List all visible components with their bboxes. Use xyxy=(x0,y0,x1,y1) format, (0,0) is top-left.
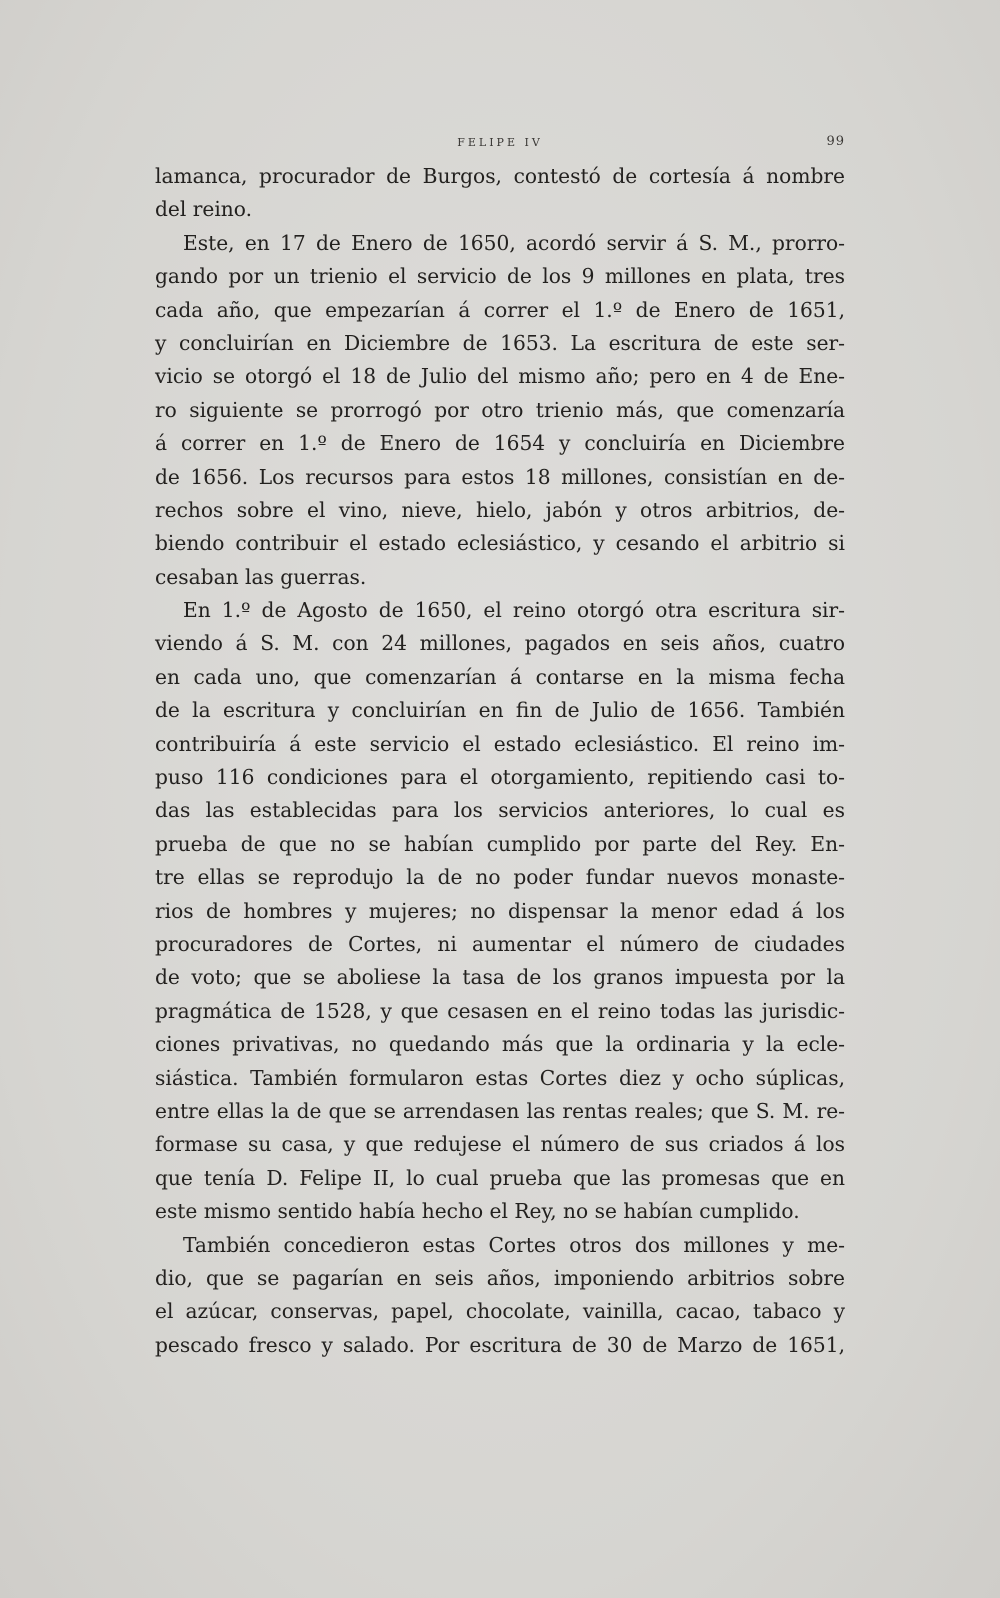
text-line: cesaban las guerras. xyxy=(155,564,367,589)
text-line: pragmática de 1528, y que cesasen en el reino todas las jurisdic- xyxy=(155,998,845,1023)
text-line: gando por un trienio el servicio de los 9 millones en plata, tres xyxy=(155,264,845,289)
text-line: á correr en 1.º de Enero de 1654 y concluiría en Diciembre xyxy=(155,431,845,456)
text-line: de 1656. Los recursos para estos 18 millones, consistían en de- xyxy=(155,464,845,489)
body-text xyxy=(155,160,845,1362)
text-line: rios de hombres y mujeres; no dispensar la menor edad á los xyxy=(155,898,845,923)
text-line: en cada uno, que comenzarían á contarse en la misma fecha xyxy=(155,664,845,689)
text-line: rechos sobre el vino, nieve, hielo, jabón y otros arbitrios, de- xyxy=(155,497,845,522)
text-line: das las establecidas para los servicios anteriores, lo cual es xyxy=(155,798,845,823)
text-line: este mismo sentido había hecho el Rey, no se habían cumplido. xyxy=(155,1199,800,1224)
text-line: vicio se otorgó el 18 de Julio del mismo año; pero en 4 de Ene- xyxy=(155,364,845,389)
running-title: FELIPE IV xyxy=(457,136,543,149)
text-line: que tenía D. Felipe II, lo cual prueba que las promesas que en xyxy=(155,1165,845,1190)
text-line: procuradores de Cortes, ni aumentar el número de ciudades xyxy=(155,931,845,956)
text-line: lamanca, procurador de Burgos, contestó de cortesía á nombre xyxy=(155,164,845,188)
running-head xyxy=(155,134,845,158)
text-line: del reino. xyxy=(155,197,253,222)
text-line: prueba de que no se habían cumplido por parte del Rey. En- xyxy=(155,831,845,856)
text-line: También concedieron estas Cortes otros dos millones y me- xyxy=(183,1232,845,1257)
text-line: tre ellas se reprodujo la de no poder fundar nuevos monaste- xyxy=(155,865,845,890)
text-line: En 1.º de Agosto de 1650, el reino otorgó otra escritura sir- xyxy=(183,598,845,623)
text-line: contribuiría á este servicio el estado eclesiástico. El reino im- xyxy=(155,731,845,756)
text-line: Este, en 17 de Enero de 1650, acordó servir á S. M., prorro- xyxy=(183,230,845,255)
text-line: dio, que se pagarían en seis años, imponiendo arbitrios sobre xyxy=(155,1265,845,1290)
text-line: entre ellas la de que se arrendasen las rentas reales; que S. M. re- xyxy=(155,1098,845,1123)
text-line: el azúcar, conservas, papel, chocolate, vainilla, cacao, tabaco y xyxy=(155,1299,845,1324)
text-line: de la escritura y concluirían en fin de Julio de 1656. También xyxy=(155,698,845,723)
text-line: y concluirían en Diciembre de 1653. La escritura de este ser- xyxy=(155,330,845,355)
text-line: de voto; que se aboliese la tasa de los granos impuesta por la xyxy=(155,965,845,990)
text-line: ciones privativas, no quedando más que la ordinaria y la ecle- xyxy=(155,1032,845,1057)
text-line: cada año, que empezarían á correr el 1.º de Enero de 1651, xyxy=(155,297,845,322)
text-line: viendo á S. M. con 24 millones, pagados en seis años, cuatro xyxy=(155,631,845,656)
page-number: 99 xyxy=(826,134,845,149)
text-line: pescado fresco y salado. Por escritura de 30 de Marzo de 1651, xyxy=(155,1332,845,1357)
text-line: puso 116 condiciones para el otorgamiento, repitiendo casi to- xyxy=(155,765,845,790)
text-line: siástica. También formularon estas Cortes diez y ocho súplicas, xyxy=(155,1065,845,1090)
text-line: formase su casa, y que redujese el número de sus criados á los xyxy=(155,1132,845,1157)
text-line: ro siguiente se prorrogó por otro trienio más, que comenzaría xyxy=(155,397,845,422)
text-line: biendo contribuir el estado eclesiástico, y cesando el arbitrio si xyxy=(155,531,845,556)
